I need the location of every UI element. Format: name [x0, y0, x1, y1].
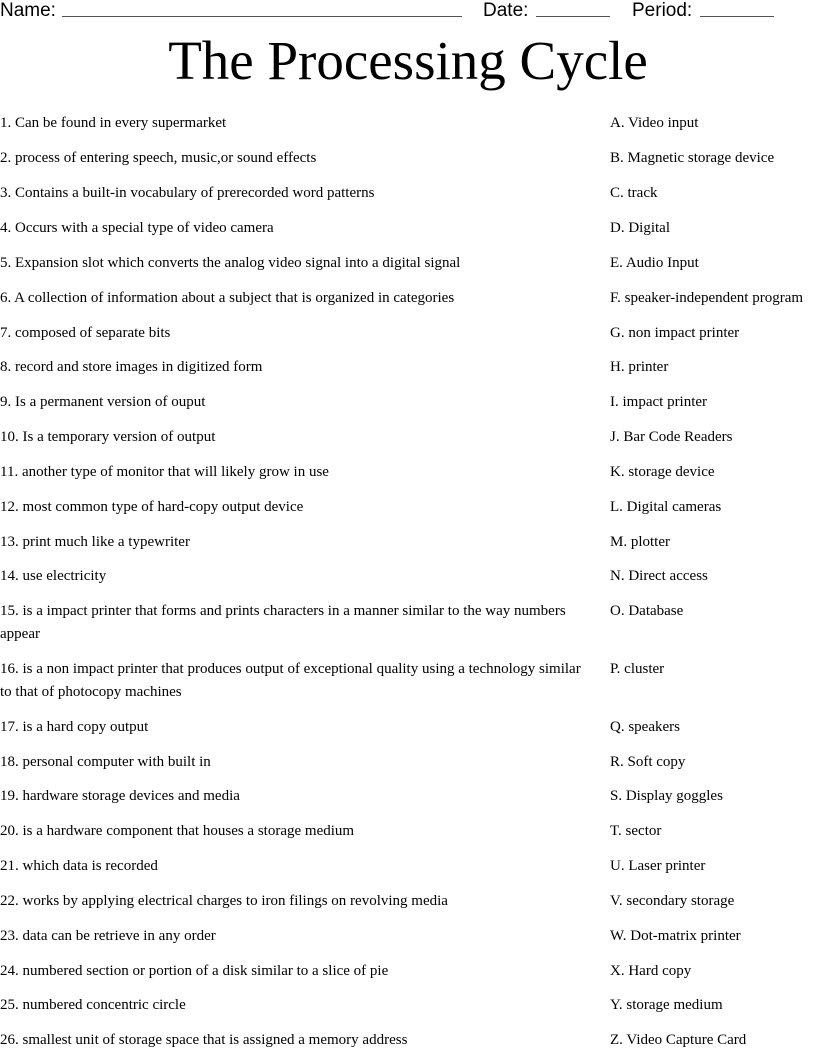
- answer-item: N. Direct access: [610, 568, 708, 584]
- answer-item: G. non impact printer: [610, 325, 740, 341]
- answer-item: I. impact printer: [610, 394, 708, 410]
- answer-item: U. Laser printer: [610, 858, 706, 874]
- question-item: 22. works by applying electrical charges to iron filings on revolving media: [0, 893, 448, 909]
- question-item: 13. print much like a typewriter: [0, 534, 190, 550]
- question-item: 7. composed of separate bits: [0, 325, 171, 341]
- name-label: Name:: [0, 0, 56, 21]
- answer-item: T. sector: [610, 823, 662, 839]
- question-item: 8. record and store images in digitized form: [0, 359, 263, 375]
- answer-item: L. Digital cameras: [610, 499, 722, 515]
- answer-item: F. speaker-independent program: [610, 290, 804, 306]
- answer-item: D. Digital: [610, 220, 670, 236]
- answer-item: O. Database: [610, 603, 684, 619]
- page-title: The Processing Cycle: [168, 30, 648, 91]
- question-item: 26. smallest unit of storage space that is assigned a memory address: [0, 1032, 408, 1048]
- date-label: Date:: [483, 0, 529, 21]
- answer-item: M. plotter: [610, 534, 670, 550]
- question-item: 19. hardware storage devices and media: [0, 788, 240, 804]
- question-item: 18. personal computer with built in: [0, 754, 211, 770]
- question-item: 3. Contains a built-in vocabulary of prerecorded word patterns: [0, 185, 375, 201]
- question-item: 25. numbered concentric circle: [0, 997, 186, 1013]
- question-item: 15. is a impact printer that forms and prints characters in a manner similar to the way numbers appear: [0, 603, 566, 642]
- answer-item: Z. Video Capture Card: [610, 1032, 747, 1048]
- answer-item: Y. storage medium: [610, 997, 723, 1013]
- question-item: 5. Expansion slot which converts the analog video signal into a digital signal: [0, 255, 461, 271]
- question-item: 6. A collection of information about a subject that is organized in categories: [0, 290, 455, 306]
- worksheet-header: [0, 0, 816, 24]
- question-item: 12. most common type of hard-copy output device: [0, 499, 304, 515]
- answer-item: E. Audio Input: [610, 255, 699, 271]
- answer-item: Q. speakers: [610, 719, 680, 735]
- question-item: 17. is a hard copy output: [0, 719, 149, 735]
- answer-item: C. track: [610, 185, 658, 201]
- name-field[interactable]: [62, 0, 462, 17]
- question-item: 16. is a non impact printer that produces output of exceptional quality using a technology similar to that of photocopy machines: [0, 661, 581, 700]
- question-item: 1. Can be found in every supermarket: [0, 115, 227, 131]
- answer-item: W. Dot-matrix printer: [610, 928, 741, 944]
- question-item: 21. which data is recorded: [0, 858, 158, 874]
- question-item: 2. process of entering speech, music,or sound effects: [0, 150, 317, 166]
- period-field[interactable]: [700, 0, 774, 17]
- answer-item: B. Magnetic storage device: [610, 150, 775, 166]
- question-item: 4. Occurs with a special type of video camera: [0, 220, 274, 236]
- date-field[interactable]: [536, 0, 610, 17]
- answer-item: K. storage device: [610, 464, 715, 480]
- question-item: 9. Is a permanent version of ouput: [0, 394, 206, 410]
- question-item: 23. data can be retrieve in any order: [0, 928, 216, 944]
- answer-item: A. Video input: [610, 115, 699, 131]
- answer-item: X. Hard copy: [610, 963, 692, 979]
- question-item: 14. use electricity: [0, 568, 107, 584]
- answer-item: V. secondary storage: [610, 893, 735, 909]
- answer-item: P. cluster: [610, 661, 665, 677]
- answer-item: J. Bar Code Readers: [610, 429, 733, 445]
- answer-item: S. Display goggles: [610, 788, 723, 804]
- question-item: 24. numbered section or portion of a disk similar to a slice of pie: [0, 963, 389, 979]
- answer-item: H. printer: [610, 359, 669, 375]
- answer-item: R. Soft copy: [610, 754, 686, 770]
- question-item: 10. Is a temporary version of output: [0, 429, 216, 445]
- period-label: Period:: [632, 0, 693, 21]
- question-item: 20. is a hardware component that houses a storage medium: [0, 823, 355, 839]
- question-item: 11. another type of monitor that will likely grow in use: [0, 464, 329, 480]
